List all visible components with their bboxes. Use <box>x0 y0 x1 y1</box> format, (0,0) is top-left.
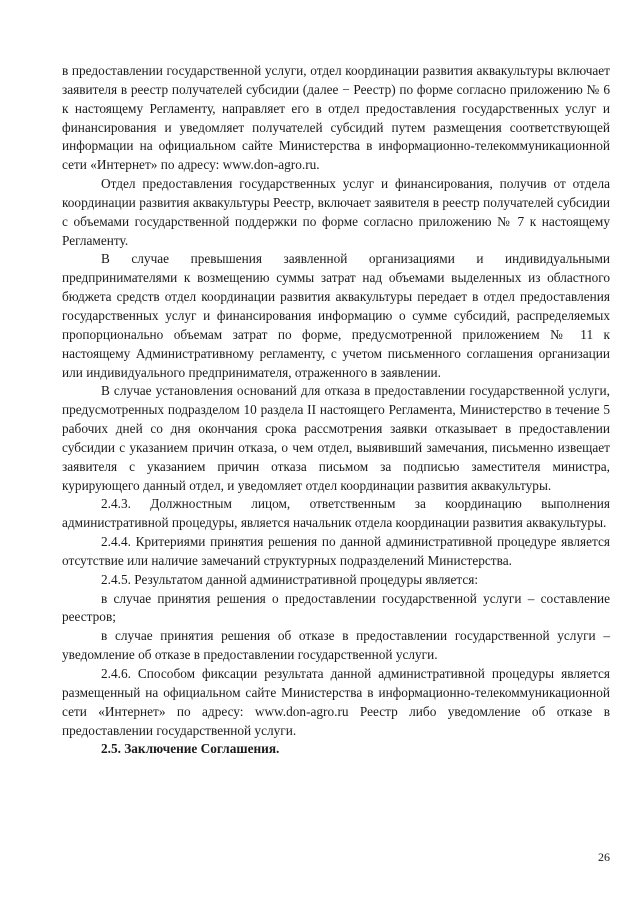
page-number: 26 <box>598 850 610 864</box>
paragraph-2-4-4: 2.4.4. Критериями принятия решения по данной административной процедуре является отсутствие или наличие замечаний структурных подразделений Министерства. <box>62 534 610 568</box>
paragraph-2-4-5: 2.4.5. Результатом данной административной процедуры является: <box>101 571 479 587</box>
paragraph-result-approval: в случае принятия решения о предоставлении государственной услуги – составление реестров; <box>62 590 610 625</box>
document-page <box>62 62 610 759</box>
paragraph-refusal-grounds: В случае установления оснований для отказа в предоставлении государственной услуги, предусмотренных подразделом 10 раздела II настоящего Регламента, Министерство в течение 5 рабочих дней со дня окончания срока рассмотрения заявки отказывает в предоставлении субсидии с указанием причин отказа, о чем отдел, выявивший замечания, письменно извещает заявителя с указанием причин отказа письмом за подписью заместителя министра, курирующего данный отдел, и уведомляет отдел координации развития аквакультуры. <box>62 383 610 493</box>
paragraph-excess-costs: В случае превышения заявленной организациями и индивидуальными предпринимателями к возмещению суммы затрат над объемами выделенных из областного бюджета средств отдел координации развития аквакультуры передает в отдел предоставления государственных услуг и финансирования информацию о сумме субсидий, распределяемых пропорционально объемам затрат по форме, предусмотренной приложением № 11 к настоящему Административному регламенту, с учетом письменного соглашения организации или индивидуального предпринимателя, отраженного в заявлении. <box>62 251 610 380</box>
paragraph-2-4-3: 2.4.3. Должностным лицом, ответственным за координацию выполнения административной процедуры, является начальник отдела координации развития аквакультуры. <box>62 496 610 531</box>
paragraph-result-refusal: в случае принятия решения об отказе в предоставлении государственной услуги – уведомление об отказе в предоставлении государственной услуги. <box>62 628 610 663</box>
paragraph-continuation: в предоставлении государственной услуги, отдел координации развития аквакультуры включает заявителя в реестр получателей субсидии (далее − Реестр) по форме согласно приложению № 6 к настоящему Регламенту, направляет его в отдел предоставления государственных услуг и финансирования и уведомляет получателей субсидий путем размещения соответствующей информации на официальном сайте Министерства в информационно-телекоммуникационной сети «Интернет» по адресу: www.don-agro.ru. <box>62 63 610 173</box>
section-heading: 2.5. Заключение Соглашения. <box>101 741 280 757</box>
paragraph-register-transfer: Отдел предоставления государственных услуг и финансирования, получив от отдела координации развития аквакультуры Реестр, включает заявителя в реестр получателей субсидии с объемами государственной поддержки по форме согласно приложению № 7 к настоящему Регламенту. <box>62 176 610 248</box>
paragraph-2-4-6: 2.4.6. Способом фиксации результата данной административной процедуры является размещенный на официальном сайте Министерства в информационно-телекоммуникационной сети «Интернет» по адресу: www.don-agro.ru Реестр либо уведомление об отказе в предоставлении государственной услуги. <box>62 666 610 738</box>
